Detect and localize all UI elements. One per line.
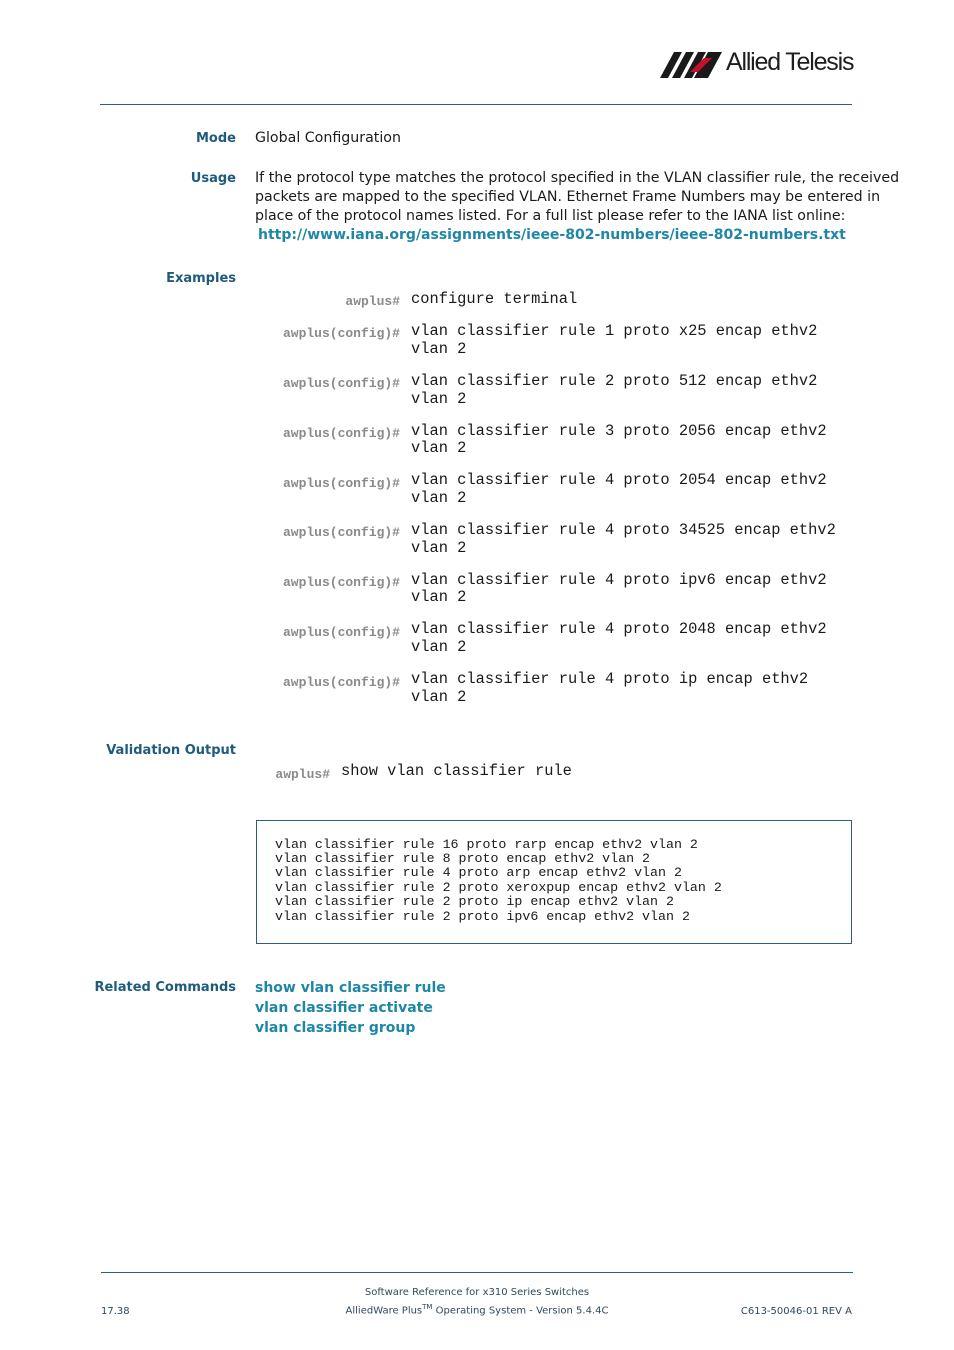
output-line: vlan classifier rule 2 proto ipv6 encap ethv2 vlan 2: [275, 909, 690, 924]
example-command-cont: vlan 2: [411, 588, 467, 606]
example-command: vlan classifier rule 2 proto 512 encap ethv2: [411, 372, 818, 390]
usage-text: [255, 169, 900, 245]
example-command: vlan classifier rule 4 proto ip encap ethv2: [411, 670, 809, 688]
related-commands-label: Related Commands: [94, 980, 236, 995]
logo-mark-icon: [660, 52, 724, 78]
trademark-mark: TM: [422, 1303, 433, 1311]
usage-line: If the protocol type matches the protocol specified in the VLAN classifier rule, the received: [255, 170, 900, 186]
example-prompt: awplus(config)#: [282, 625, 400, 640]
validation-command: show vlan classifier rule: [341, 762, 572, 780]
example-prompt: awplus(config)#: [282, 675, 400, 690]
footer-page-number: 17.38: [101, 1306, 130, 1317]
brand-name: Allied Telesis: [726, 48, 854, 76]
example-command-cont: vlan 2: [411, 439, 467, 457]
example-command: vlan classifier rule 4 proto 34525 encap ethv2: [411, 521, 836, 539]
example-command-cont: vlan 2: [411, 489, 467, 507]
example-command-cont: vlan 2: [411, 340, 467, 358]
related-command-link[interactable]: show vlan classifier rule: [255, 980, 446, 996]
examples-label: Examples: [166, 271, 236, 286]
example-command: vlan classifier rule 1 proto x25 encap ethv2: [411, 322, 818, 340]
example-command: vlan classifier rule 3 proto 2056 encap ethv2: [411, 422, 827, 440]
example-command: vlan classifier rule 4 proto ipv6 encap ethv2: [411, 571, 827, 589]
usage-line: packets are mapped to the specified VLAN. Ethernet Frame Numbers may be entered in: [255, 189, 881, 205]
example-prompt: awplus(config)#: [282, 525, 400, 540]
header-rule: [100, 104, 852, 105]
example-command: vlan classifier rule 4 proto 2048 encap ethv2: [411, 620, 827, 638]
example-command-cont: vlan 2: [411, 688, 467, 706]
example-prompt: awplus#: [345, 294, 400, 309]
example-prompt: awplus(config)#: [282, 476, 400, 491]
footer-rule: [101, 1272, 853, 1273]
related-commands-list: [255, 978, 446, 1038]
example-prompt: awplus(config)#: [282, 426, 400, 441]
example-command-cont: vlan 2: [411, 638, 467, 656]
footer-doc-id: C613-50046-01 REV A: [740, 1306, 852, 1317]
example-prompt: awplus(config)#: [282, 575, 400, 590]
related-command-link[interactable]: vlan classifier activate: [255, 1000, 433, 1016]
footer-product-name: AlliedWare Plus: [345, 1305, 423, 1317]
example-prompt: awplus(config)#: [282, 376, 400, 391]
iana-link[interactable]: http://www.iana.org/assignments/ieee-802-numbers/ieee-802-numbers.txt: [258, 227, 846, 243]
output-line: vlan classifier rule 2 proto xeroxpup encap ethv2 vlan 2: [275, 880, 722, 895]
allied-telesis-logo: [660, 48, 855, 82]
footer-title: Software Reference for x310 Series Switches: [364, 1287, 590, 1298]
validation-label: Validation Output: [106, 743, 236, 758]
example-command: configure terminal: [411, 290, 578, 308]
output-line: vlan classifier rule 8 proto encap ethv2 vlan 2: [275, 851, 651, 866]
output-line: vlan classifier rule 2 proto ip encap ethv2 vlan 2: [275, 894, 674, 909]
example-command-cont: vlan 2: [411, 539, 467, 557]
usage-label: Usage: [190, 171, 236, 186]
example-command-cont: vlan 2: [411, 390, 467, 408]
example-prompt: awplus(config)#: [282, 326, 400, 341]
validation-prompt: awplus#: [275, 767, 330, 782]
usage-line: place of the protocol names listed. For a full list please refer to the IANA list online:: [255, 208, 846, 224]
mode-value: Global Configuration: [255, 130, 401, 146]
output-line: vlan classifier rule 4 proto arp encap ethv2 vlan 2: [275, 865, 682, 880]
mode-label: Mode: [196, 131, 236, 146]
footer-product-version: Operating System - Version 5.4.4C: [432, 1305, 609, 1317]
output-box: [256, 820, 852, 944]
related-command-link[interactable]: vlan classifier group: [255, 1020, 416, 1036]
example-command: vlan classifier rule 4 proto 2054 encap ethv2: [411, 471, 827, 489]
output-line: vlan classifier rule 16 proto rarp encap ethv2 vlan 2: [275, 837, 698, 852]
